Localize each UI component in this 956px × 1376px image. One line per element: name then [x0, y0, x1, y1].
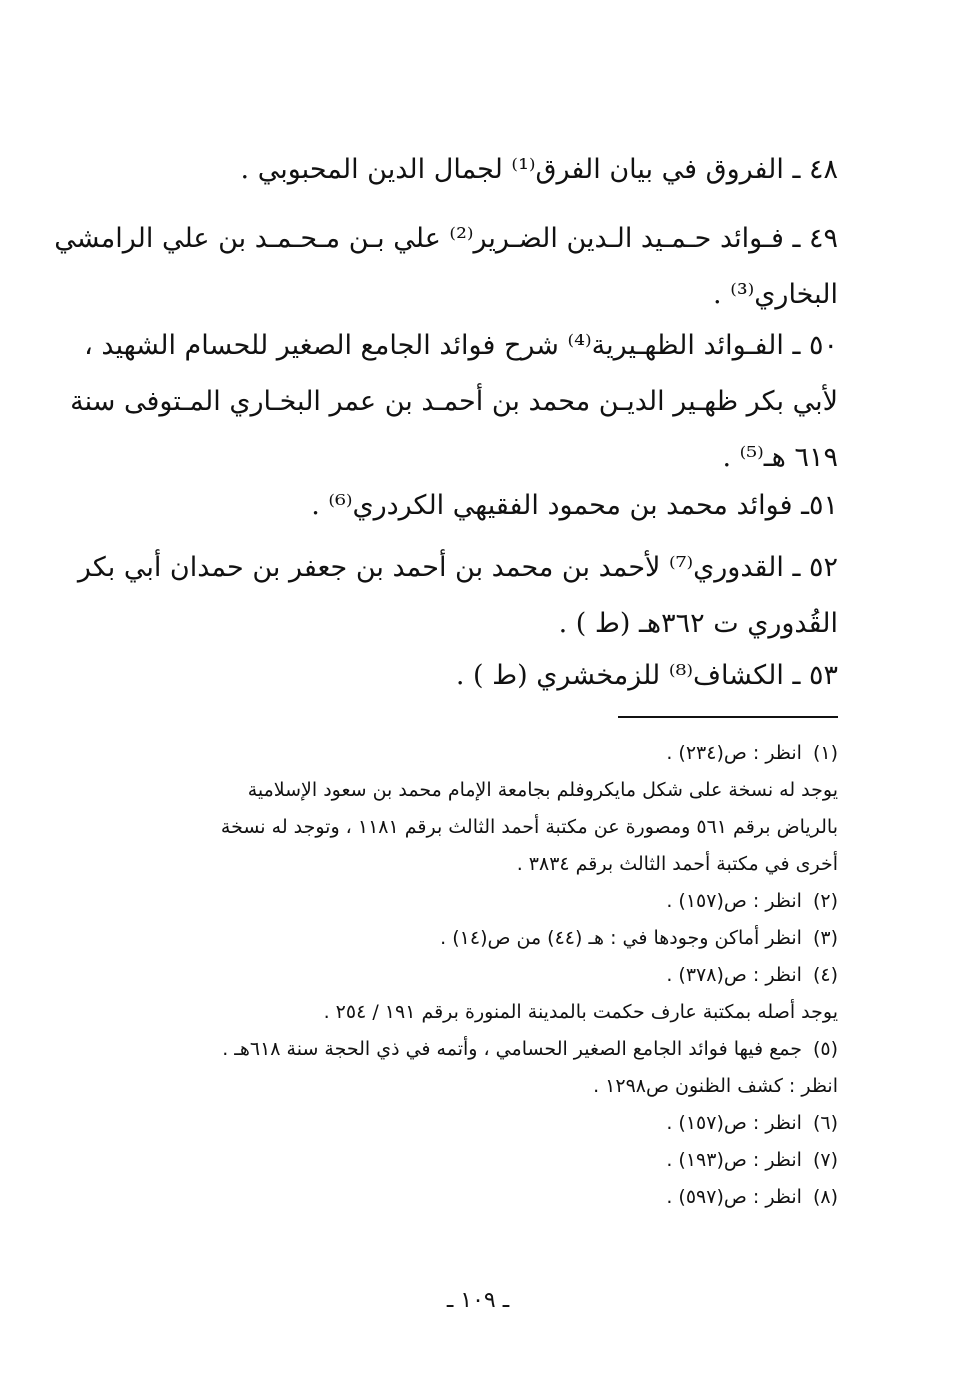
- page-number: ـ ١٠٩ ـ: [446, 1288, 510, 1313]
- footnotes: [128, 735, 838, 1216]
- footnote-text: انظر : كشف الظنون ص١٢٩٨ .: [593, 1075, 838, 1097]
- entry-49: [54, 211, 838, 323]
- footnote-number: (٦): [812, 1112, 838, 1134]
- footnote-3: [128, 920, 838, 957]
- footnote-5: [128, 1031, 838, 1068]
- entry-line: ٥٢ ـ القدوري⁽⁷⁾ لأحمد بن محمد بن أحمد بن جعفر بن حمدان أبي بكر: [77, 552, 838, 583]
- footnote-text: انظر : ص(١٩٣) .: [666, 1149, 802, 1171]
- entry-line: البخاري⁽³⁾ .: [713, 279, 838, 310]
- footnote-text: يوجد أصله بمكتبة عارف حكمت بالمدينة المنورة برقم ١٩١ / ٢٥٤ .: [323, 1001, 838, 1023]
- footnote-number: (٧): [812, 1149, 838, 1171]
- footnote-1-continued: [128, 809, 838, 846]
- footnote-number: (٢): [812, 890, 838, 912]
- entry-line: ٤٩ ـ فـوائد حـمـيد الـدين الضـرير⁽²⁾ علي بـن مـحـمـد بن علي الرامشي: [54, 223, 838, 254]
- footnote-text: انظر : ص(١٥٧) .: [666, 1112, 802, 1134]
- entry-line: ٦١٩ هـ⁽⁵⁾ .: [722, 442, 838, 473]
- footnote-number: (٨): [812, 1186, 838, 1208]
- footnote-text: يوجد له نسخة على شكل مايكروفلم بجامعة الإمام محمد بن سعود الإسلامية: [247, 779, 838, 801]
- footnote-text: جمع فيها فوائد الجامع الصغير الحسامي ، وأتمه في ذي الحجة سنة ٦١٨هـ .: [222, 1038, 802, 1060]
- footnote-separator: [618, 716, 838, 718]
- entry-line: لأبي بكر ظهـير الديـن محمد بن أحمـد بن عمر البخـاري المـتوفى سنة: [70, 386, 838, 417]
- footnote-text: انظر : ص(١٥٧) .: [666, 890, 802, 912]
- footnote-7: [128, 1142, 838, 1179]
- footnote-text: انظر : ص(٥٩٧) .: [666, 1186, 802, 1208]
- footnote-1-continued: [128, 846, 838, 883]
- footnote-1: [128, 735, 838, 772]
- footnote-number: (٣): [812, 927, 838, 949]
- footnote-5-continued: [128, 1068, 838, 1105]
- entry-line: ٥٠ ـ الفـوائد الظهـيرية⁽⁴⁾ شرح فوائد الجامع الصغير للحسام الشهيد ،: [84, 330, 838, 361]
- footnote-4-continued: [128, 994, 838, 1031]
- entry-line: ٥٣ ـ الكشاف⁽⁸⁾ للزمخشري (ط ) .: [455, 660, 838, 691]
- entry-line: ٤٨ ـ الفروق في بيان الفرق⁽¹⁾ لجمال الدين المحبوبي .: [240, 154, 838, 185]
- footnote-number: (٤): [812, 964, 838, 986]
- footnote-text: بالرياض برقم ٥٦١ ومصورة عن مكتبة أحمد الثالث برقم ١١٨١ ، وتوجد له نسخة: [220, 816, 838, 838]
- entry-53: [128, 648, 838, 704]
- entry-52: [77, 540, 838, 652]
- footnote-text: انظر أماكن وجودها في : هـ (٤٤) من ص(١٤) .: [440, 927, 802, 949]
- footnote-text: أخرى في مكتبة أحمد الثالث برقم ٣٨٣٤ .: [516, 853, 838, 875]
- entry-line: ٥١ـ فوائد محمد بن محمود الفقيهي الكردري⁽⁶⁾ .: [311, 490, 838, 521]
- footnote-text: انظر : ص(٣٧٨) .: [666, 964, 802, 986]
- entry-line: القُدوري ت ٣٦٢هـ (ط ) .: [558, 608, 838, 639]
- footnote-number: (٥): [812, 1038, 838, 1060]
- entry-51: [128, 478, 838, 534]
- footnote-8: [128, 1179, 838, 1216]
- footnote-4: [128, 957, 838, 994]
- footnote-text: انظر : ص(٢٣٤) .: [666, 742, 802, 764]
- footnote-6: [128, 1105, 838, 1142]
- entry-50: [70, 318, 838, 486]
- entry-48: [128, 142, 838, 198]
- footnote-number: (١): [812, 742, 838, 764]
- footnote-2: [128, 883, 838, 920]
- footnote-1-continued: [128, 772, 838, 809]
